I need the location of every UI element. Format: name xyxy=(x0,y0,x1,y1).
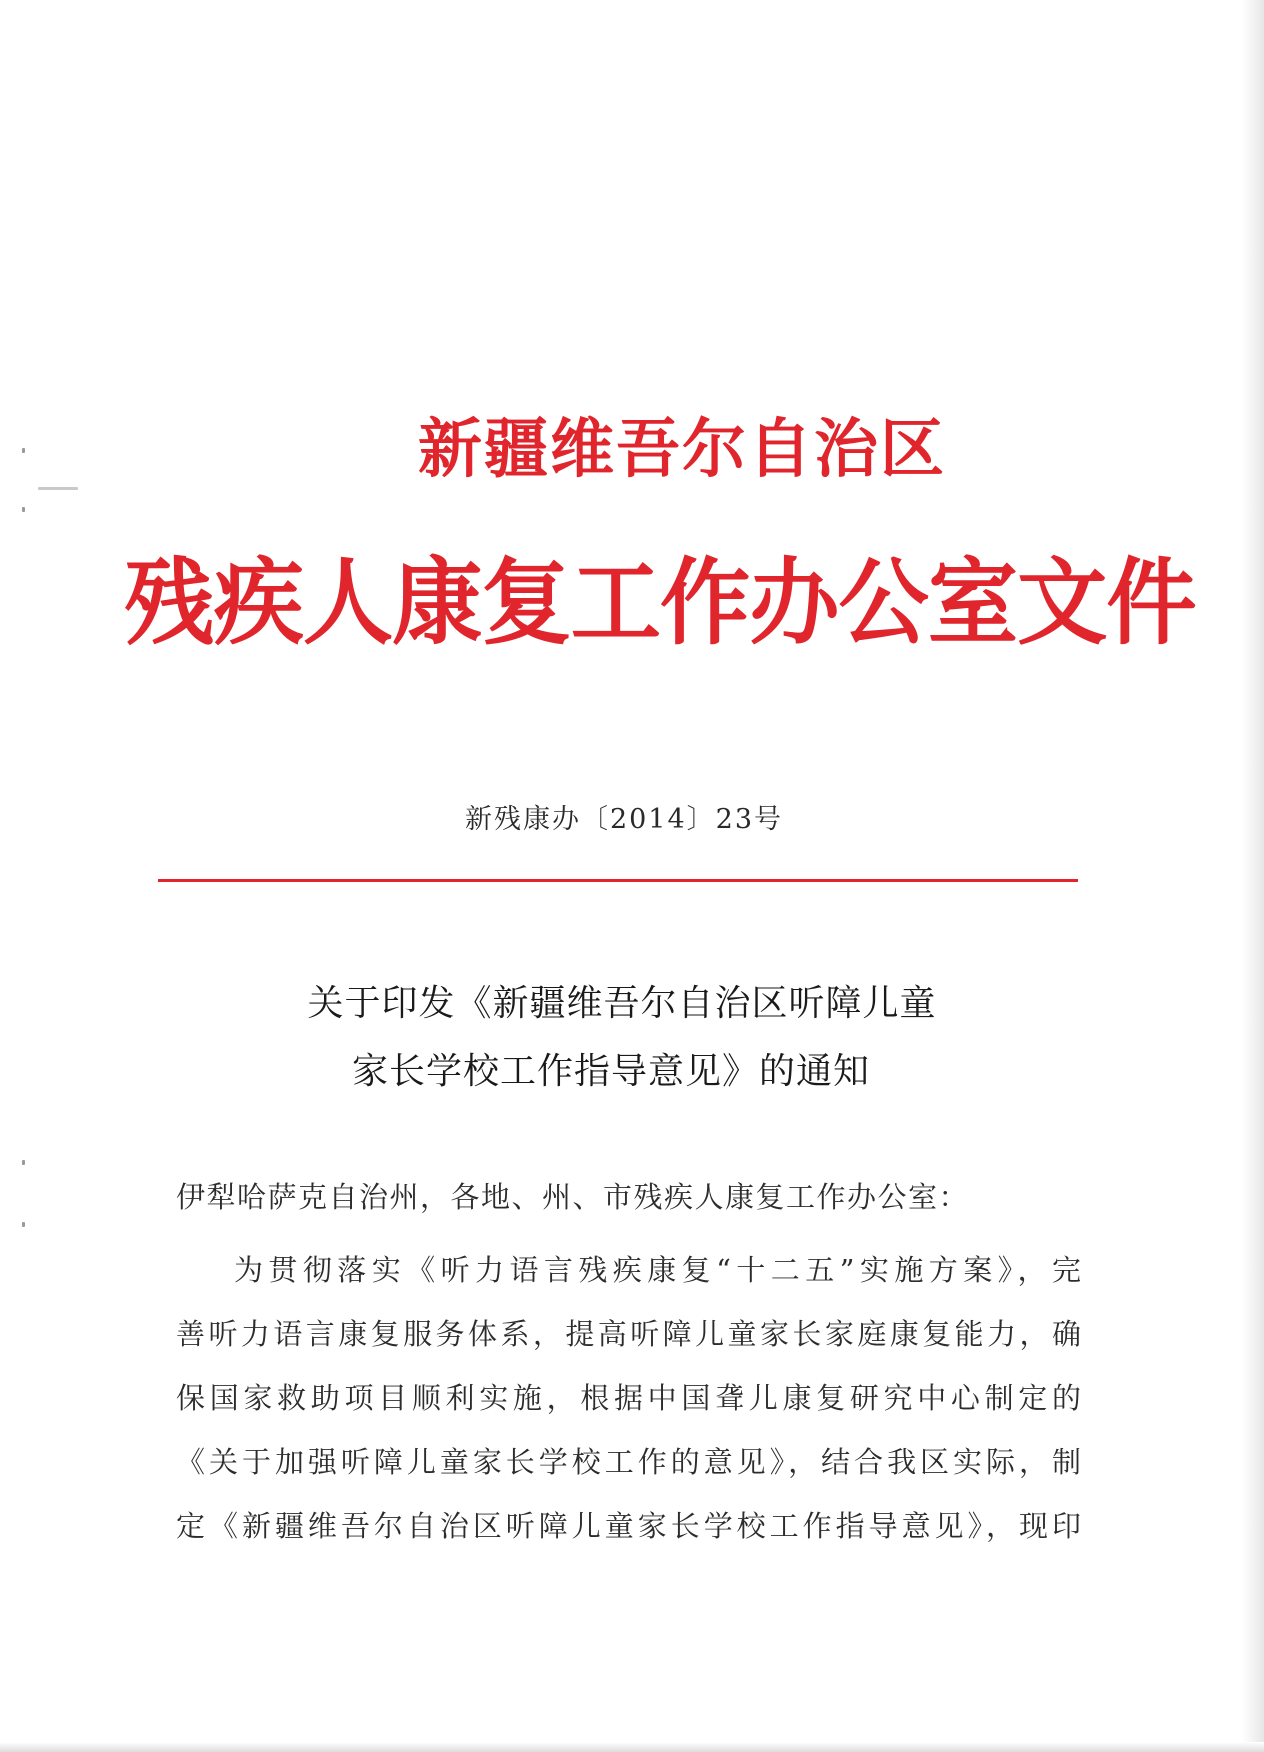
paragraph-line: 《关于加强听障儿童家长学校工作的意见》，结合我区实际，制 xyxy=(176,1445,1081,1479)
paragraph-line: 善听力语言康复服务体系，提高听障儿童家长家庭康复能力，确 xyxy=(176,1317,1081,1351)
issuer-title-line-1: 新疆维吾尔自治区 xyxy=(418,412,946,487)
salutation: 伊犁哈萨克自治州，各地、州、市残疾人康复工作办公室： xyxy=(176,1180,970,1214)
issuer-title-line-2: 残疾人康复工作办公室文件 xyxy=(124,548,1196,658)
paragraph-line: 保国家救助项目顺利实施，根据中国聋儿康复研究中心制定的 xyxy=(176,1381,1081,1415)
scan-edge-shadow xyxy=(1242,0,1264,1752)
notice-title-line-2: 家长学校工作指导意见》的通知 xyxy=(351,1051,870,1092)
paragraph-line: 定《新疆维吾尔自治区听障儿童家长学校工作指导意见》，现印 xyxy=(176,1509,1081,1543)
document-number: 新残康办〔2014〕23号 xyxy=(464,804,784,835)
notice-title-line-1: 关于印发《新疆维吾尔自治区听障儿童 xyxy=(307,983,937,1024)
scan-bottom-edge xyxy=(0,1742,1264,1752)
red-separator-line xyxy=(158,879,1078,882)
body-paragraph xyxy=(176,1238,1081,1558)
paragraph-line: 为贯彻落实《听力语言残疾康复“十二五”实施方案》，完 xyxy=(234,1253,1081,1287)
